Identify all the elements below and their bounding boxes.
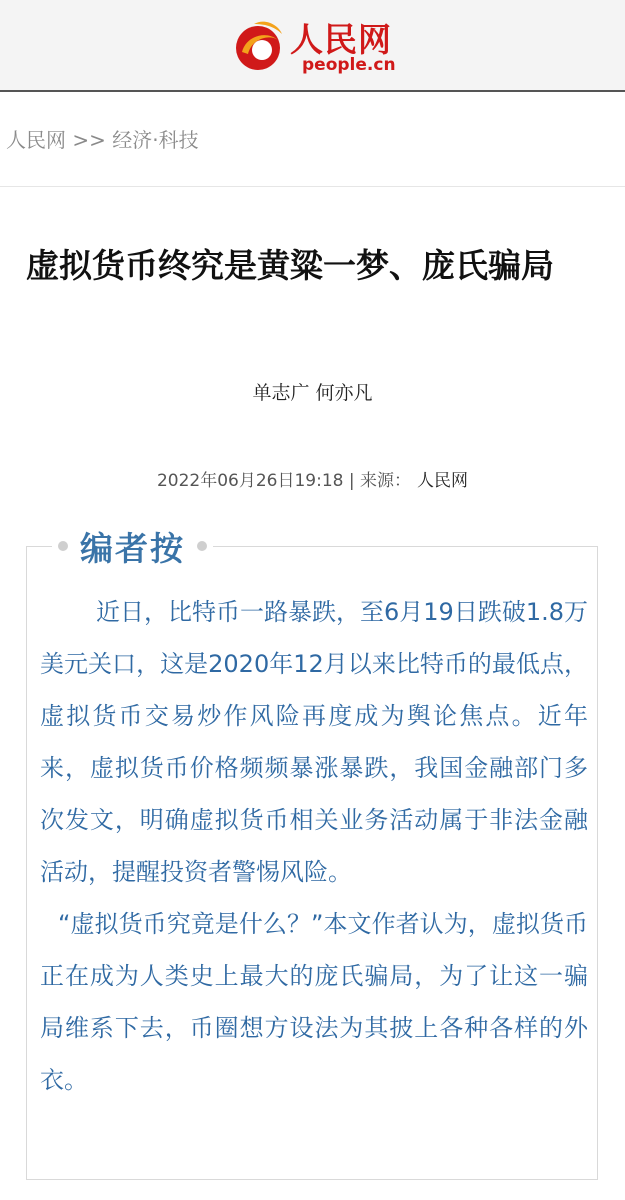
article-meta: [0, 466, 625, 491]
editor-note-label: 编者按: [80, 528, 185, 568]
site-logo[interactable]: [232, 14, 402, 80]
section-divider: [0, 186, 625, 187]
article-title: 虚拟货币终究是黄粱一梦、庞氏骗局: [26, 246, 554, 286]
editor-note-body: [40, 586, 588, 1106]
editor-note-paragraph: “虚拟货币究竟是什么？”本文作者认为，虚拟货币正在成为人类史上最大的庞氏骗局，为了让这一骗局维系下去，币圈想方设法为其披上各种各样的外衣。: [40, 910, 588, 1094]
breadcrumb[interactable]: 人民网 >> 经济·科技: [6, 128, 199, 152]
editor-note-paragraph: 近日，比特币一路暴跌，至6月19日跌破1.8万美元关口，这是2020年12月以来比特币的最低点，虚拟货币交易炒作风险再度成为舆论焦点。近年来，虚拟货币价格频频暴涨暴跌，我国金融部门多次发文，明确虚拟货币相关业务活动属于非法金融活动，提醒投资者警惕风险。: [40, 598, 588, 886]
article-authors: 单志广 何亦凡: [252, 382, 373, 404]
logo-text-english: people.cn: [302, 55, 396, 75]
editor-note-header: [52, 523, 213, 569]
article-source: 人民网: [417, 471, 469, 491]
decorative-dot-icon: [197, 541, 207, 551]
article-datetime: 2022年06月26日19:18 | 来源：: [156, 471, 412, 491]
logo-text-chinese: 人民网: [290, 20, 392, 59]
decorative-dot-icon: [58, 541, 68, 551]
site-header: [0, 0, 625, 92]
people-daily-logo-icon: [232, 18, 288, 74]
